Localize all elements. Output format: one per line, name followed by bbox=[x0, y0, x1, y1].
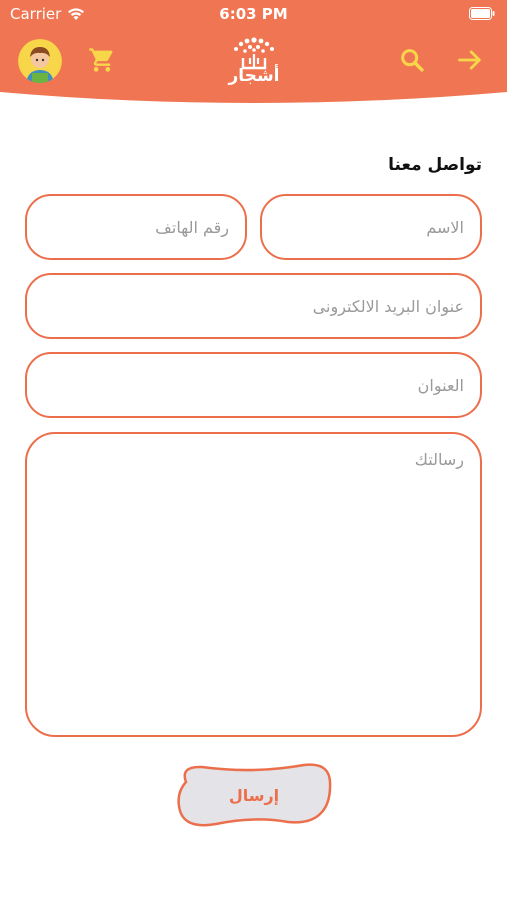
email-field[interactable] bbox=[25, 273, 482, 339]
status-time: 6:03 PM bbox=[219, 5, 288, 23]
status-bar bbox=[0, 0, 507, 30]
forward-arrow-icon[interactable] bbox=[456, 46, 484, 74]
message-field[interactable] bbox=[25, 432, 482, 737]
search-icon[interactable] bbox=[398, 46, 426, 74]
message-placeholder: رسالتك bbox=[414, 450, 464, 469]
app-header bbox=[0, 0, 507, 110]
address-placeholder: العنوان bbox=[417, 375, 464, 395]
avatar[interactable] bbox=[18, 39, 62, 83]
name-field[interactable] bbox=[260, 194, 482, 260]
address-field[interactable] bbox=[25, 352, 482, 418]
email-placeholder: عنوان البريد الالكترونى bbox=[312, 296, 464, 316]
phone-placeholder: رقم الهاتف bbox=[155, 217, 229, 237]
tree-logo-icon bbox=[226, 36, 282, 70]
carrier-label: Carrier bbox=[10, 5, 62, 23]
phone-field[interactable] bbox=[25, 194, 247, 260]
battery-icon bbox=[469, 7, 495, 20]
submit-button[interactable] bbox=[176, 762, 332, 828]
name-placeholder: الاسم bbox=[426, 217, 464, 237]
cart-icon[interactable] bbox=[88, 46, 116, 74]
logo-text: أشجار bbox=[228, 66, 280, 86]
submit-label: إرسال bbox=[228, 785, 280, 805]
page-title: تواصل معنا bbox=[388, 155, 482, 175]
app-logo bbox=[226, 36, 282, 88]
